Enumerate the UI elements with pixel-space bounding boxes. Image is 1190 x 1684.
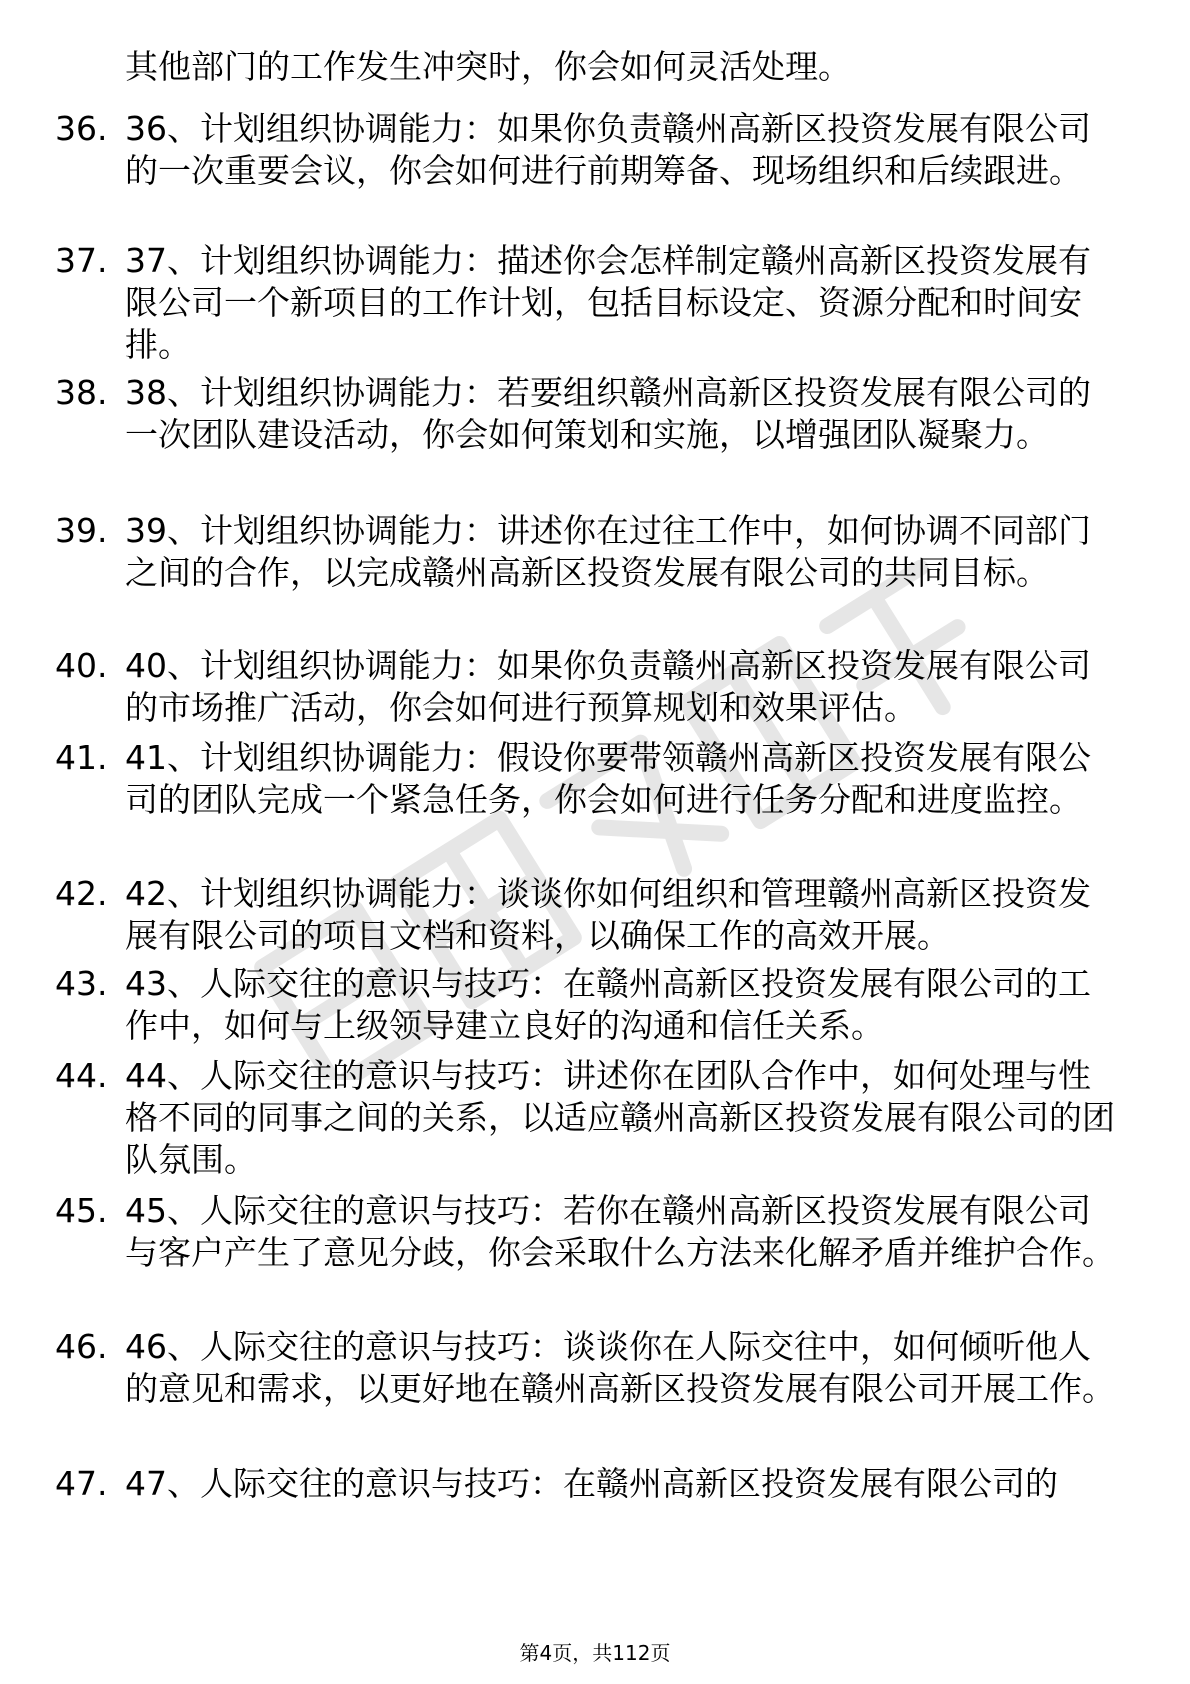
item-text: 42、计划组织协调能力：谈谈你如何组织和管理赣州高新区投资发展有限公司的项目文档和资料，以确保工作的高效开展。 [125, 874, 1091, 955]
item-text: 36、计划组织协调能力：如果你负责赣州高新区投资发展有限公司的一次重要会议，你会如何进行前期筹备、现场组织和后续跟进。 [125, 109, 1091, 190]
item-text: 37、计划组织协调能力：描述你会怎样制定赣州高新区投资发展有限公司一个新项目的工作计划，包括目标设定、资源分配和时间安排。 [125, 241, 1091, 364]
item-number: 47. [55, 1464, 108, 1503]
item-number: 38. [55, 373, 108, 412]
item-number: 46. [55, 1327, 108, 1366]
item-text: 39、计划组织协调能力：讲述你在过往工作中，如何协调不同部门之间的合作，以完成赣州高新区投资发展有限公司的共同目标。 [125, 511, 1091, 592]
page-number-footer: 第4页，共112页 [519, 1641, 671, 1665]
item-text: 44、人际交往的意识与技巧：讲述你在团队合作中，如何处理与性格不同的同事之间的关系，以适应赣州高新区投资发展有限公司的团队氛围。 [125, 1056, 1115, 1179]
item-text: 47、人际交往的意识与技巧：在赣州高新区投资发展有限公司的 [125, 1464, 1058, 1503]
item-text: 45、人际交往的意识与技巧：若你在赣州高新区投资发展有限公司与客户产生了意见分歧，你会采取什么方法来化解矛盾并维护合作。 [125, 1191, 1115, 1272]
item-number: 42. [55, 874, 108, 913]
item-number: 44. [55, 1056, 108, 1095]
item-number: 40. [55, 646, 108, 685]
item-text: 41、计划组织协调能力：假设你要带领赣州高新区投资发展有限公司的团队完成一个紧急任务，你会如何进行任务分配和进度监控。 [125, 738, 1091, 819]
item-number: 43. [55, 964, 108, 1003]
item-text: 46、人际交往的意识与技巧：谈谈你在人际交往中，如何倾听他人的意见和需求，以更好地在赣州高新区投资发展有限公司开展工作。 [125, 1327, 1115, 1408]
continuation-text: 其他部门的工作发生冲突时，你会如何灵活处理。 [125, 47, 851, 86]
item-number: 36. [55, 109, 108, 148]
item-text: 40、计划组织协调能力：如果你负责赣州高新区投资发展有限公司的市场推广活动，你会如何进行预算规划和效果评估。 [125, 646, 1091, 727]
item-number: 45. [55, 1191, 108, 1230]
item-number: 39. [55, 511, 108, 550]
item-text: 43、人际交往的意识与技巧：在赣州高新区投资发展有限公司的工作中，如何与上级领导建立良好的沟通和信任关系。 [125, 964, 1091, 1045]
item-text: 38、计划组织协调能力：若要组织赣州高新区投资发展有限公司的一次团队建设活动，你会如何策划和实施，以增强团队凝聚力。 [125, 373, 1091, 454]
item-number: 41. [55, 738, 108, 777]
item-number: 37. [55, 241, 108, 280]
